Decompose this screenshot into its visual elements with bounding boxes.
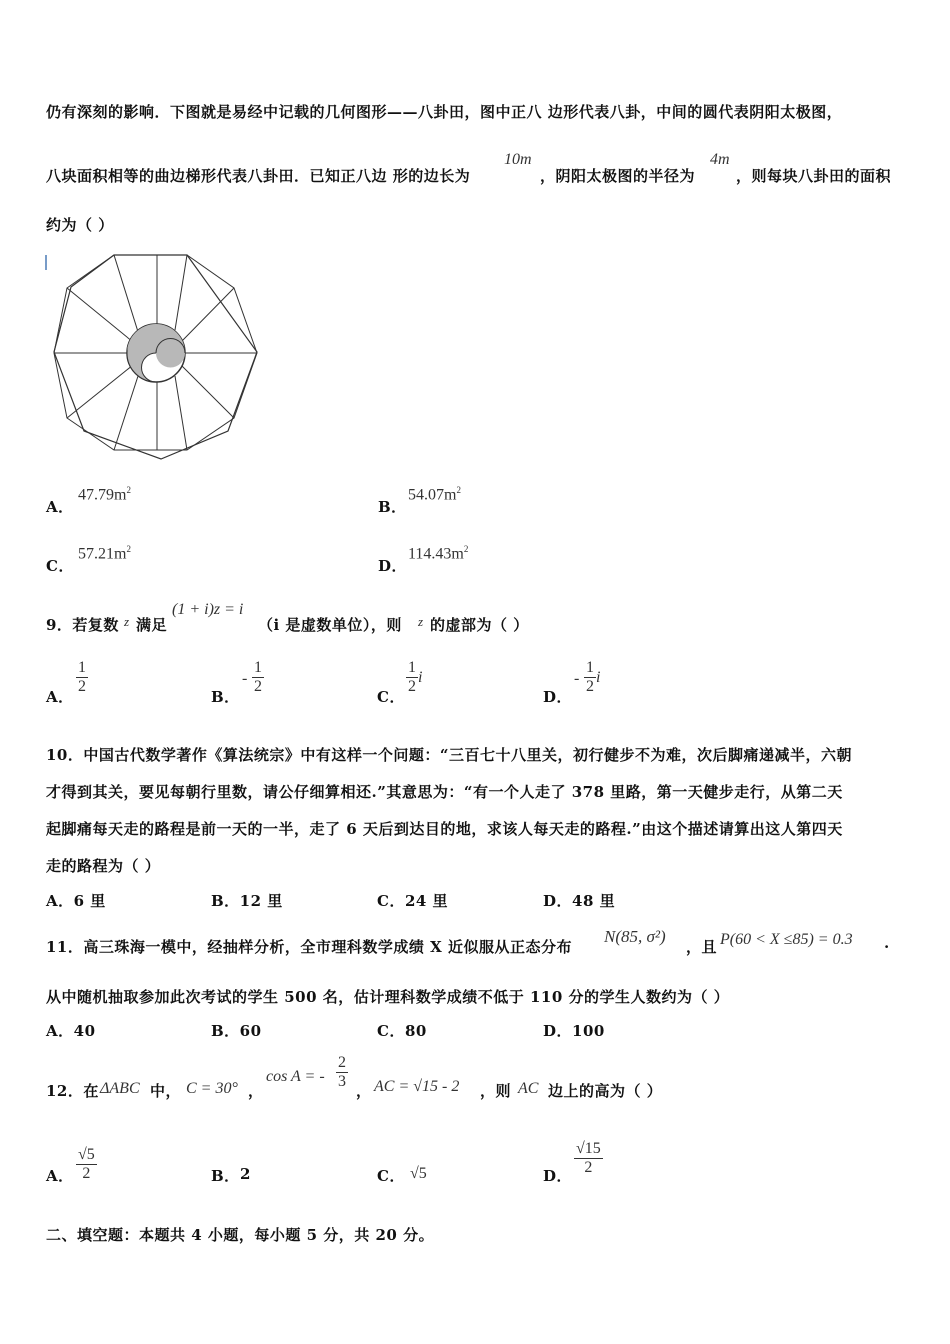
q9-z: z	[124, 614, 130, 629]
q12-option-c-label: C．	[377, 1167, 405, 1185]
q12-option-d-label: D．	[543, 1167, 573, 1185]
q9-option-a-label: A．	[46, 688, 74, 706]
section-2-heading: 二、填空题：本题共 4 小题，每小题 5 分，共 20 分。	[46, 1226, 435, 1244]
q12-zhong: 中，	[150, 1082, 182, 1100]
q9-option-a-value: $\frac{1}{2}$	[78, 659, 86, 695]
q11-normal-dist: N(85, σ²)	[604, 927, 666, 946]
q9-z2: z	[418, 614, 424, 629]
q12-cos-fraction: $\frac{2}{3}$	[338, 1054, 346, 1090]
q8-option-d-value: $114.43m^2$	[408, 544, 469, 563]
q9-mid: 满足	[136, 616, 168, 634]
q8-option-c-value: $57.21m^2$	[78, 544, 131, 563]
q8-line2c: ，则每块八卦田的面积	[736, 167, 892, 185]
q11-mid: ，且	[686, 938, 718, 956]
q11-option-b: B．60	[211, 1022, 262, 1040]
yin-yang-icon	[127, 324, 185, 382]
q8-option-b-value: $54.07m^2$	[408, 485, 461, 504]
q11-option-c: C．80	[377, 1022, 427, 1040]
q9-equation: (1 + i)z = i	[172, 601, 244, 618]
q9-option-d-sign: -	[574, 670, 580, 687]
q11-option-a: A．40	[46, 1022, 96, 1040]
q8-option-d-label: D．	[378, 557, 408, 575]
q12-prefix: 12．在	[46, 1082, 99, 1100]
q12-cos-left: cos A = -	[266, 1068, 325, 1085]
q9-option-b-sign: -	[242, 670, 248, 687]
q9-suffix1: （i 是虚数单位），则	[258, 616, 402, 634]
q12-angle: C = 30°	[186, 1080, 238, 1097]
q8-line2b: ，阴阳太极图的半径为	[540, 167, 696, 185]
bagua-figure	[44, 250, 264, 465]
q8-line1: 仍有深刻的影响．下图就是易经中记载的几何图形——八卦田，图中正八 边形代表八卦，中间的圆代表阴阳太极图，	[46, 103, 843, 121]
q8-line3: 约为（ ）	[46, 216, 114, 234]
q10-option-a: A．6 里	[46, 892, 106, 910]
q10-line4: 走的路程为（ ）	[46, 857, 161, 875]
q10-line2: 才得到其关，要见每朝行里数，请公仔细算相还.”其意思为：“有一个人走了 378 里路，第一天健步走行，从第二天	[46, 783, 843, 801]
q12-option-b-label: B．	[211, 1167, 240, 1185]
q8-option-b-label: B．	[378, 498, 407, 516]
q8-radius: 4m	[710, 151, 730, 168]
q10-option-b: B．12 里	[211, 892, 283, 910]
q10-line3: 起脚痛每天走的路程是前一天的一半，走了 6 天后到达目的地，求该人每天走的路程.”由这个描述请算出这人第四天	[46, 820, 843, 838]
q12-option-c-value: √5	[410, 1165, 427, 1182]
q9-suffix2: 的虚部为（ ）	[430, 616, 529, 634]
q12-option-a-label: A．	[46, 1167, 74, 1185]
q10-option-c: C．24 里	[377, 892, 449, 910]
q12-option-a-value: $\frac{√5}{2}$	[78, 1146, 95, 1182]
q12-suffix: 边上的高为（ ）	[548, 1082, 663, 1100]
q11-dot: .	[884, 934, 890, 952]
q12-comma: ，	[248, 1082, 264, 1100]
q8-side-length: 10m	[504, 151, 532, 168]
q12-option-b-value: 2	[240, 1165, 251, 1183]
q9-prefix: 9．若复数	[46, 616, 119, 634]
q12-comma2: ，	[356, 1082, 372, 1100]
q12-then: ，则	[480, 1082, 512, 1100]
q12-ac-side: AC	[518, 1080, 539, 1097]
q10-option-d: D．48 里	[543, 892, 616, 910]
q11-line1: 11．高三珠海一模中，经抽样分析，全市理科数学成绩 X 近似服从正态分布	[46, 938, 572, 956]
q8-line2a: 八块面积相等的曲边梯形代表八卦田．已知正八边 形的边长为	[46, 167, 471, 185]
q9-option-d-label: D．	[543, 688, 573, 706]
q11-option-d: D．100	[543, 1022, 605, 1040]
q12-triangle: ΔABC	[100, 1080, 140, 1097]
q9-option-c-label: C．	[377, 688, 405, 706]
q9-option-c-value: $\frac{1}{2}$ i	[408, 659, 423, 695]
q9-option-b-label: B．	[211, 688, 240, 706]
q8-option-a-label: A．	[46, 498, 74, 516]
q12-option-d-value: $\frac{√15}{2}$	[576, 1140, 601, 1176]
q11-line2: 从中随机抽取参加此次考试的学生 500 名，估计理科数学成绩不低于 110 分的学生人数约为（ ）	[46, 988, 730, 1006]
q9-option-b-value: $\frac{1}{2}$	[254, 659, 262, 695]
q10-line1: 10．中国古代数学著作《算法统宗》中有这样一个问题：“三百七十八里关，初行健步不为难，次后脚痛递减半，六朝	[46, 746, 853, 764]
q8-option-c-label: C．	[46, 557, 74, 575]
q12-ac-length: AC = √15 - 2	[374, 1078, 460, 1095]
q9-option-d-value: $\frac{1}{2}$ i	[586, 659, 601, 695]
q11-probability: P(60 < X ≤85) = 0.3	[720, 931, 853, 948]
q8-option-a-value: $47.79m^2$	[78, 485, 131, 504]
